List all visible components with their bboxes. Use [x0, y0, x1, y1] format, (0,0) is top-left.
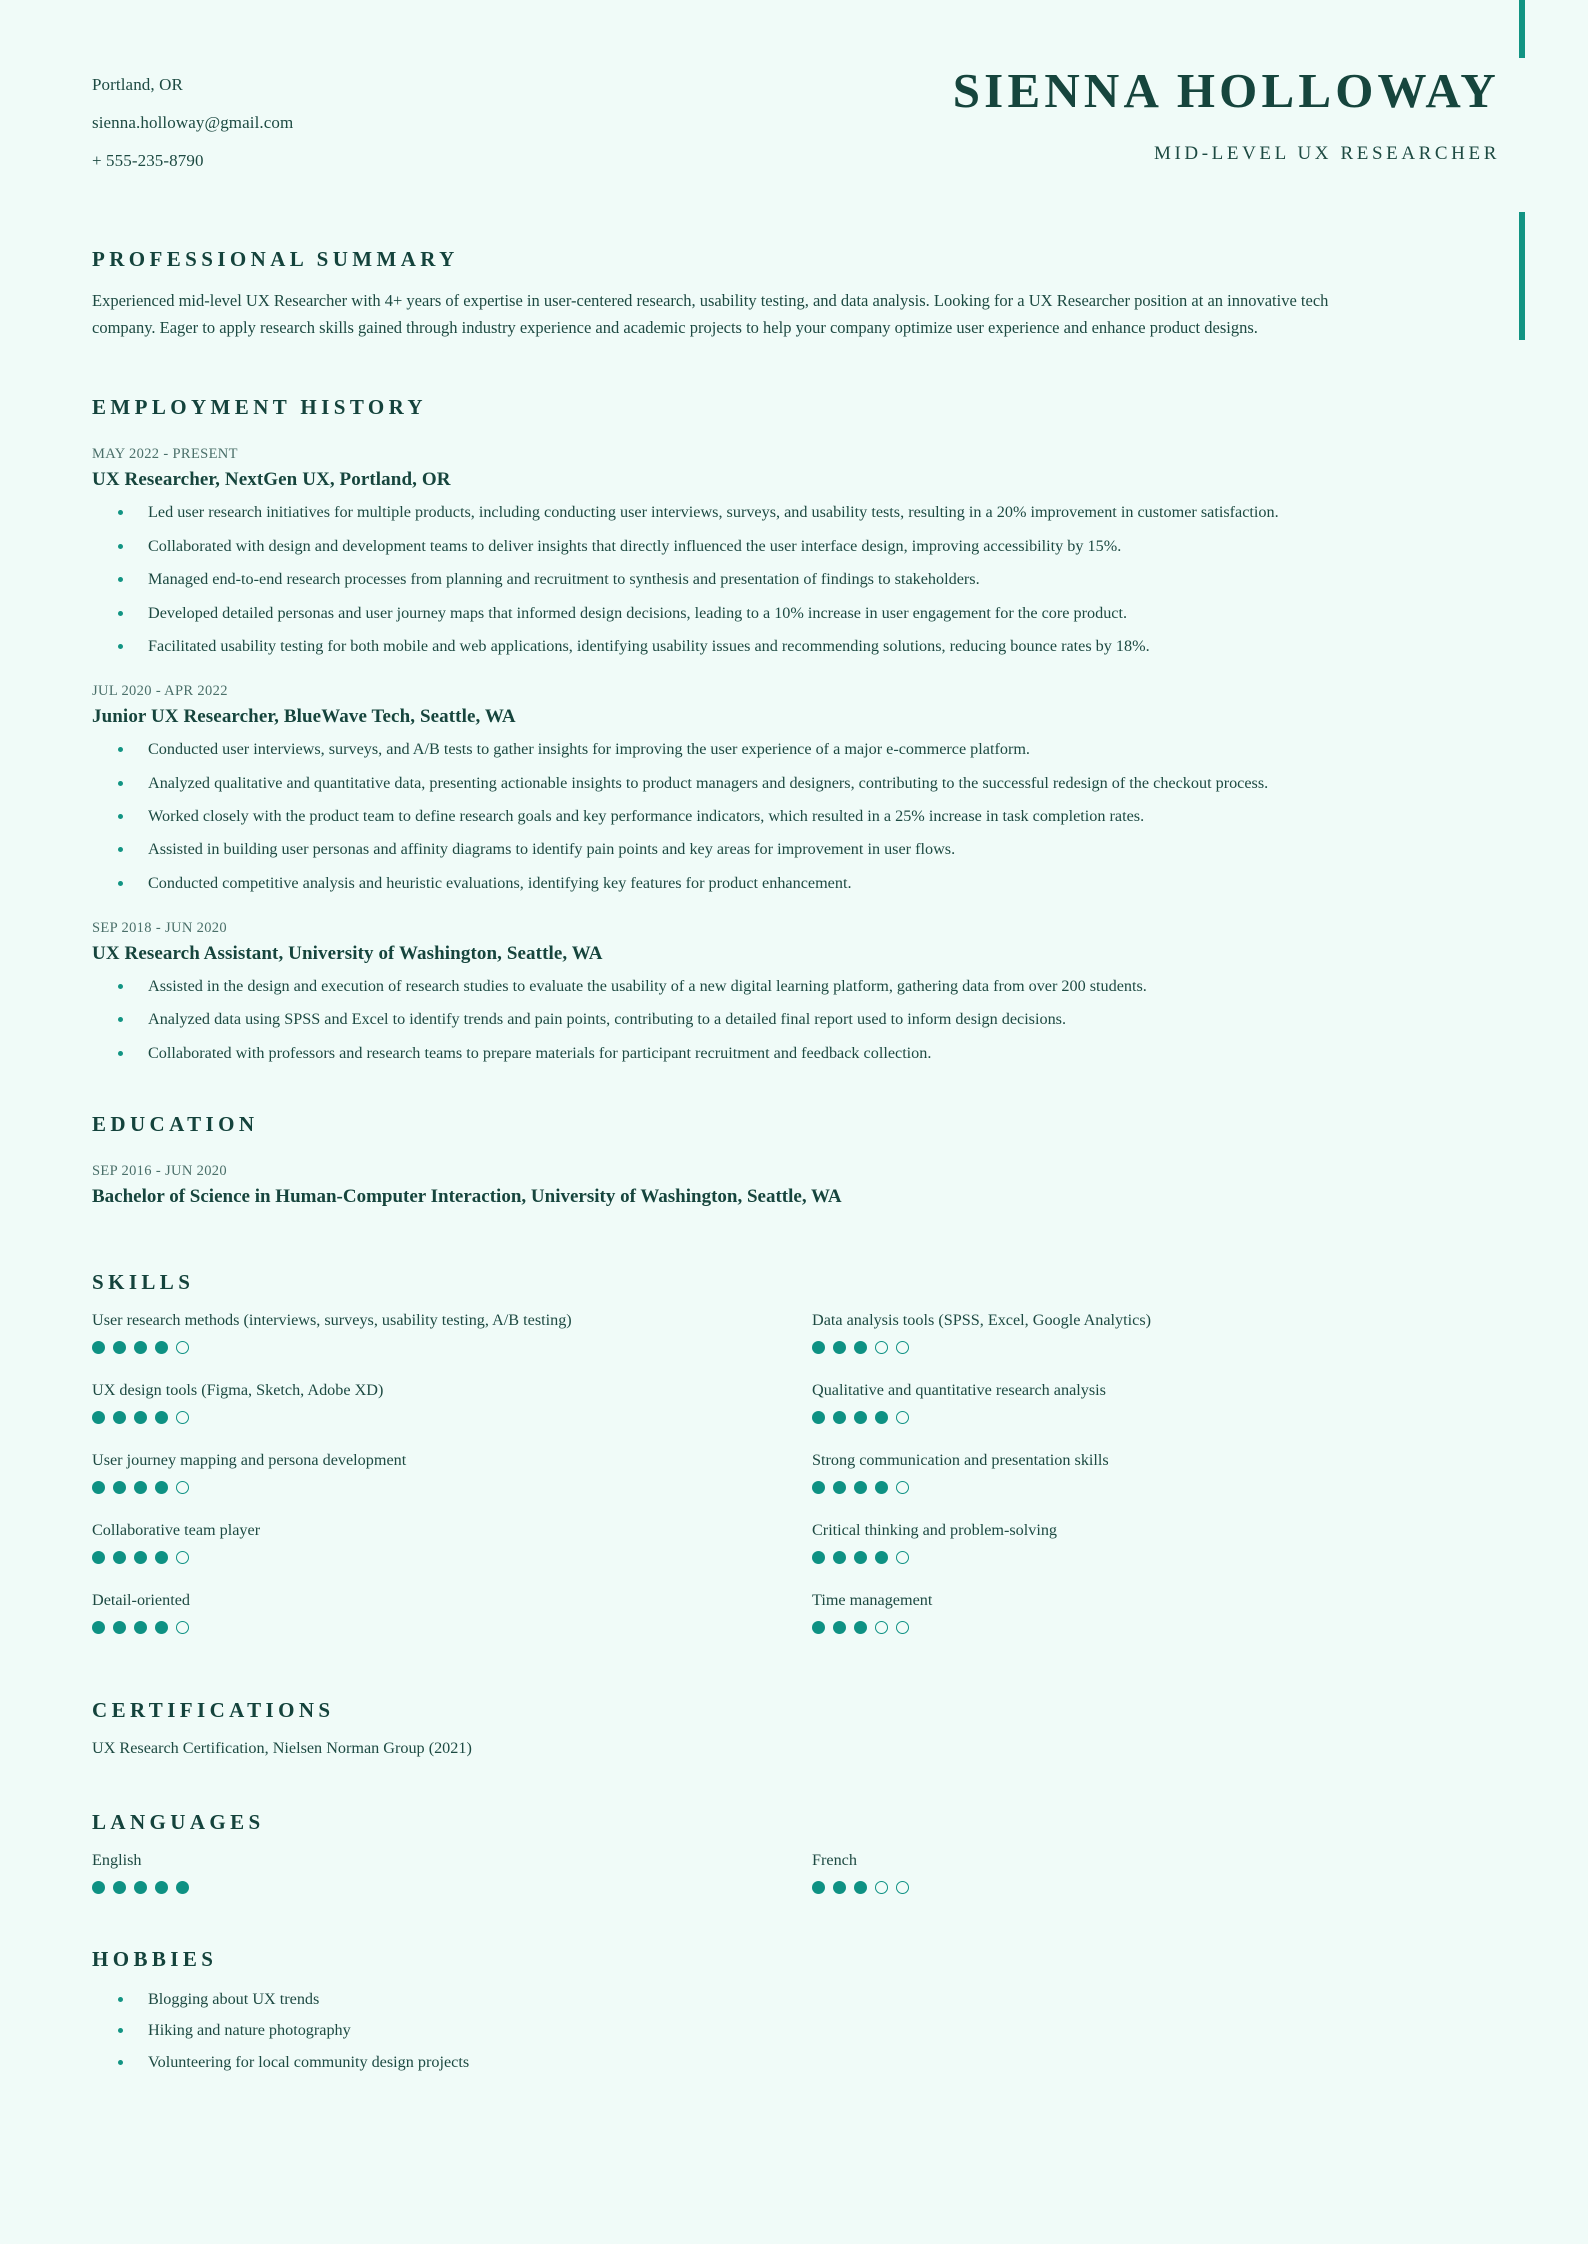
language-label: French [812, 1851, 857, 1870]
section-title-summary: PROFESSIONAL SUMMARY [92, 247, 459, 271]
rating-dot-filled [812, 1481, 825, 1494]
rating-dot-filled [155, 1551, 168, 1564]
employment-bullets [92, 975, 1524, 1064]
rating-dot-empty [176, 1341, 189, 1354]
skill-rating-dots [812, 1481, 1524, 1494]
rating-dot-empty [875, 1621, 888, 1634]
skill-label: Strong communication and presentation skills [812, 1451, 1109, 1470]
rating-dot-filled [854, 1341, 867, 1354]
skill-label: Time management [812, 1591, 933, 1610]
bullet-item: Worked closely with the product team to define research goals and key performance indicators, which resulted in a 25% increase in task completion rates. [92, 805, 1524, 827]
bullet-item: Assisted in the design and execution of research studies to evaluate the usability of a new digital learning platform, gathering data from over 200 students. [92, 975, 1524, 997]
rating-dot-filled [92, 1551, 105, 1564]
rating-dot-filled [812, 1551, 825, 1564]
section-skills [92, 1270, 1524, 1661]
rating-dot-empty [896, 1411, 909, 1424]
rating-dot-filled [134, 1551, 147, 1564]
rating-dot-filled [854, 1621, 867, 1634]
education-degree: Bachelor of Science in Human-Computer Interaction, University of Washington, Seattle, WA [92, 1186, 842, 1208]
employment-role: UX Researcher, NextGen UX, Portland, OR [92, 469, 451, 491]
rating-dot-filled [113, 1341, 126, 1354]
language-rating-dots [92, 1881, 792, 1894]
rating-dot-filled [875, 1411, 888, 1424]
section-title-certifications: CERTIFICATIONS [92, 1698, 335, 1723]
employment-entry [92, 446, 1524, 657]
resume-header [92, 0, 1524, 190]
rating-dot-filled [833, 1621, 846, 1634]
rating-dot-filled [92, 1481, 105, 1494]
languages-grid [92, 1851, 1524, 1894]
rating-dot-empty [896, 1551, 909, 1564]
contact-location: Portland, OR [92, 75, 183, 94]
employment-dates: JUL 2020 - APR 2022 [92, 683, 228, 700]
employment-role: Junior UX Researcher, BlueWave Tech, Seattle, WA [92, 706, 516, 728]
bullet-item: Analyzed qualitative and quantitative data, presenting actionable insights to product managers and designers, contributing to the successful redesign of the checkout process. [92, 772, 1524, 794]
section-education [92, 1112, 1524, 1208]
rating-dot-empty [875, 1341, 888, 1354]
section-title-education: EDUCATION [92, 1112, 259, 1137]
rating-dot-filled [833, 1481, 846, 1494]
employment-dates: SEP 2018 - JUN 2020 [92, 920, 228, 937]
rating-dot-filled [812, 1621, 825, 1634]
skill-rating-dots [92, 1411, 792, 1424]
rating-dot-filled [134, 1411, 147, 1424]
rating-dot-filled [812, 1881, 825, 1894]
rating-dot-empty [176, 1621, 189, 1634]
skill-item [92, 1311, 792, 1354]
rating-dot-empty [176, 1551, 189, 1564]
skill-item [812, 1521, 1524, 1564]
hobbies-list [92, 1988, 1524, 2073]
employment-entry [92, 683, 1524, 894]
skill-label: User journey mapping and persona development [92, 1451, 407, 1470]
rating-dot-filled [833, 1411, 846, 1424]
bullet-item: Conducted user interviews, surveys, and A/B tests to gather insights for improving the user experience of a major e-commerce platform. [92, 738, 1524, 760]
rating-dot-filled [113, 1551, 126, 1564]
skill-item [92, 1381, 792, 1424]
skill-rating-dots [812, 1551, 1524, 1564]
employment-entry [92, 920, 1524, 1064]
contact-block [92, 66, 293, 190]
skills-grid [92, 1311, 1524, 1661]
rating-dot-filled [155, 1621, 168, 1634]
skill-rating-dots [92, 1481, 792, 1494]
bullet-item: Developed detailed personas and user journey maps that informed design decisions, leading to a 10% increase in user engagement for the core product. [92, 602, 1524, 624]
rating-dot-filled [854, 1551, 867, 1564]
education-list [92, 1163, 1524, 1208]
bullet-item: Led user research initiatives for multiple products, including conducting user interviews, surveys, and usability tests, resulting in a 20% improvement in customer satisfaction. [92, 501, 1524, 523]
rating-dot-filled [155, 1881, 168, 1894]
contact-phone: + 555-235-8790 [92, 151, 204, 170]
skill-item [92, 1451, 792, 1494]
employment-role: UX Research Assistant, University of Washington, Seattle, WA [92, 943, 603, 965]
language-item [812, 1851, 1524, 1894]
language-label: English [92, 1851, 142, 1870]
bullet-item: Volunteering for local community design projects [92, 2051, 1524, 2073]
rating-dot-filled [92, 1341, 105, 1354]
education-dates: SEP 2016 - JUN 2020 [92, 1163, 228, 1180]
rating-dot-filled [833, 1341, 846, 1354]
rating-dot-filled [134, 1341, 147, 1354]
employment-dates: MAY 2022 - PRESENT [92, 446, 238, 463]
rating-dot-filled [134, 1481, 147, 1494]
rating-dot-filled [176, 1881, 189, 1894]
section-hobbies [92, 1947, 1524, 2073]
language-rating-dots [812, 1881, 1524, 1894]
bullet-item: Analyzed data using SPSS and Excel to identify trends and pain points, contributing to a detailed final report used to inform design decisions. [92, 1008, 1524, 1030]
skill-item [812, 1591, 1524, 1634]
skill-label: User research methods (interviews, surveys, usability testing, A/B testing) [92, 1311, 572, 1330]
rating-dot-empty [896, 1481, 909, 1494]
accent-bar-second [1519, 212, 1525, 340]
skill-label: Critical thinking and problem-solving [812, 1521, 1058, 1540]
rating-dot-filled [155, 1481, 168, 1494]
employment-bullets [92, 501, 1524, 657]
rating-dot-filled [812, 1411, 825, 1424]
rating-dot-filled [875, 1481, 888, 1494]
rating-dot-empty [176, 1481, 189, 1494]
rating-dot-filled [812, 1341, 825, 1354]
section-languages [92, 1810, 1524, 1894]
rating-dot-empty [896, 1881, 909, 1894]
skill-rating-dots [812, 1621, 1524, 1634]
certifications-list [92, 1739, 1524, 1758]
section-employment-history [92, 395, 1524, 1064]
rating-dot-filled [854, 1881, 867, 1894]
rating-dot-filled [155, 1341, 168, 1354]
rating-dot-filled [113, 1481, 126, 1494]
skill-label: Detail-oriented [92, 1591, 190, 1610]
skill-item [812, 1311, 1524, 1354]
summary-text: Experienced mid-level UX Researcher with 4+ years of expertise in user-centered research, usability testing, and data analysis. Looking for a UX Researcher position at an innovative tech company. Eager to apply research skills gained through industry experience and academic projects to help your company optimize user experience and enhance product designs. [92, 291, 1329, 337]
language-item [92, 1851, 792, 1894]
rating-dot-filled [113, 1411, 126, 1424]
bullet-item: Managed end-to-end research processes from planning and recruitment to synthesis and presentation of findings to stakeholders. [92, 568, 1524, 590]
rating-dot-filled [854, 1481, 867, 1494]
bullet-item: Conducted competitive analysis and heuristic evaluations, identifying key features for product enhancement. [92, 872, 1524, 894]
skill-rating-dots [92, 1341, 792, 1354]
bullet-item: Blogging about UX trends [92, 1988, 1524, 2010]
bullet-item: Hiking and nature photography [92, 2019, 1524, 2041]
candidate-name: SIENNA HOLLOWAY [952, 63, 1500, 118]
rating-dot-filled [134, 1621, 147, 1634]
education-entry [92, 1163, 1524, 1208]
bullet-item: Collaborated with design and development teams to deliver insights that directly influenced the user interface design, improving accessibility by 15%. [92, 535, 1524, 557]
rating-dot-filled [833, 1551, 846, 1564]
skill-item [92, 1521, 792, 1564]
rating-dot-filled [854, 1411, 867, 1424]
skill-rating-dots [92, 1621, 792, 1634]
skill-item [92, 1591, 792, 1634]
skill-label: UX design tools (Figma, Sketch, Adobe XD) [92, 1381, 384, 1400]
section-professional-summary [92, 247, 1524, 341]
rating-dot-filled [134, 1881, 147, 1894]
skill-rating-dots [92, 1551, 792, 1564]
rating-dot-empty [176, 1411, 189, 1424]
accent-bar-top [1519, 0, 1525, 58]
rating-dot-filled [833, 1881, 846, 1894]
bullet-item: Assisted in building user personas and affinity diagrams to identify pain points and key areas for improvement in user flows. [92, 838, 1524, 860]
certification-item: UX Research Certification, Nielsen Norman Group (2021) [92, 1739, 472, 1758]
rating-dot-filled [92, 1411, 105, 1424]
rating-dot-filled [113, 1621, 126, 1634]
skill-label: Qualitative and quantitative research analysis [812, 1381, 1106, 1400]
identity-block [952, 63, 1524, 165]
section-certifications [92, 1698, 1524, 1758]
rating-dot-filled [92, 1621, 105, 1634]
section-title-employment: EMPLOYMENT HISTORY [92, 395, 427, 420]
skill-label: Collaborative team player [92, 1521, 261, 1540]
skill-rating-dots [812, 1341, 1524, 1354]
rating-dot-filled [113, 1881, 126, 1894]
rating-dot-filled [875, 1551, 888, 1564]
section-title-languages: LANGUAGES [92, 1810, 265, 1835]
skill-rating-dots [812, 1411, 1524, 1424]
employment-bullets [92, 738, 1524, 894]
contact-email: sienna.holloway@gmail.com [92, 113, 294, 132]
rating-dot-empty [875, 1881, 888, 1894]
candidate-job-title: MID-LEVEL UX RESEARCHER [1154, 143, 1500, 164]
bullet-item: Collaborated with professors and research teams to prepare materials for participant recruitment and feedback collection. [92, 1042, 1524, 1064]
rating-dot-filled [155, 1411, 168, 1424]
skill-label: Data analysis tools (SPSS, Excel, Google Analytics) [812, 1311, 1152, 1330]
section-title-hobbies: HOBBIES [92, 1947, 218, 1972]
skill-item [812, 1381, 1524, 1424]
rating-dot-filled [92, 1881, 105, 1894]
skill-item [812, 1451, 1524, 1494]
employment-list [92, 446, 1524, 1064]
rating-dot-empty [896, 1341, 909, 1354]
section-title-skills: SKILLS [92, 1270, 195, 1295]
bullet-item: Facilitated usability testing for both mobile and web applications, identifying usability issues and recommending solutions, reducing bounce rates by 18%. [92, 635, 1524, 657]
rating-dot-empty [896, 1621, 909, 1634]
